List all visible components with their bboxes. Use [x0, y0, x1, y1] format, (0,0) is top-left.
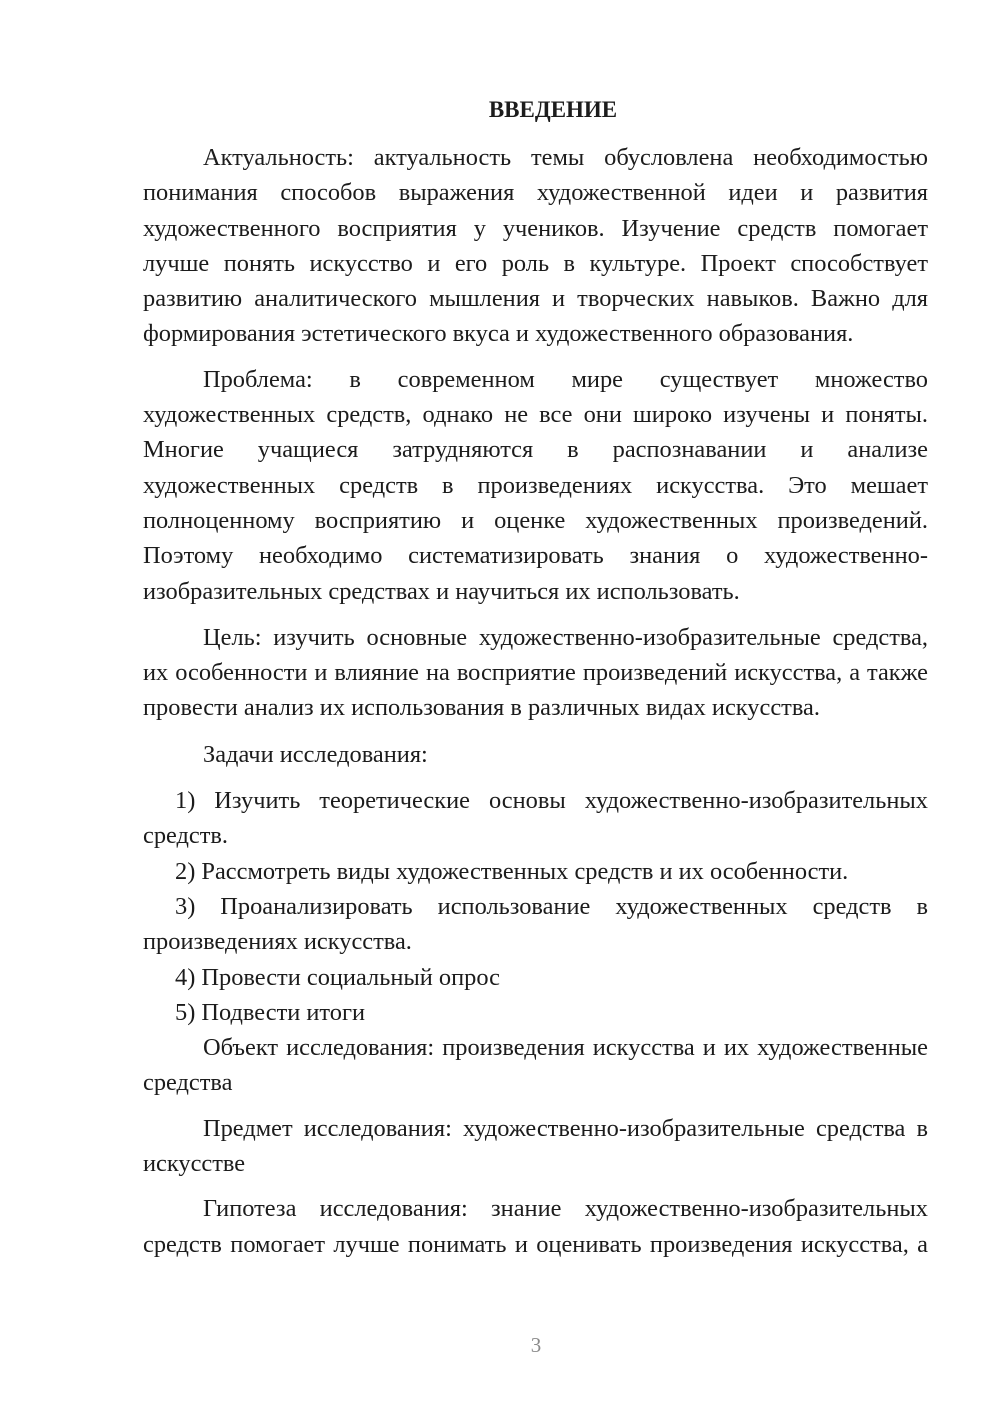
- subject-paragraph: Предмет исследования: художественно-изобразительные средства в искусстве: [143, 1114, 928, 1178]
- page-number: 3: [530, 1333, 542, 1357]
- object-paragraph: Объект исследования: произведения искусства и их художественные средства: [143, 1034, 928, 1097]
- task-item-5: 5) Подвести итоги: [175, 998, 366, 1026]
- task-item-4: 4) Провести социальный опрос: [175, 963, 500, 991]
- section-heading: ВВЕДЕНИЕ: [488, 97, 618, 122]
- relevance-paragraph: Актуальность: актуальность темы обусловлена необходимостью понимания способов выражения художественной идеи и развития художественного восприятия у учеников. Изучение средств помогает лучше понять искусство и его роль в культуре. Проект способствует развитию аналитического мышления и творческих навыков. Важно для формирования эстетического вкуса и художественного образования.: [143, 144, 928, 348]
- task-item-1: 1) Изучить теоретические основы художественно-изобразительных средств.: [143, 787, 928, 850]
- problem-paragraph: Проблема: в современном мире существует множество художественных средств, однако не все они широко изучены и поняты. Многие учащиеся затрудняются в распознавании и анализе художественных средств в произведениях искусства. Это мешает полноценному восприятию и оценке художественных произведений. Поэтому необходимо систематизировать знания о художественно-изобразительных средствах и научиться их использовать.: [143, 365, 928, 605]
- tasks-title: Задачи исследования:: [203, 740, 428, 768]
- task-item-3: 3) Проанализировать использование художественных средств в произведениях искусства.: [143, 892, 928, 956]
- hypothesis-paragraph: Гипотеза исследования: знание художественно-изобразительных средств помогает лучше понимать и оценивать произведения искусства, а: [143, 1195, 928, 1258]
- goal-paragraph: Цель: изучить основные художественно-изобразительные средства, их особенности и влияние на восприятие произведений искусства, а также провести анализ их использования в различных видах искусства.: [143, 623, 928, 722]
- task-item-2: 2) Рассмотреть виды художественных средств и их особенности.: [175, 857, 849, 885]
